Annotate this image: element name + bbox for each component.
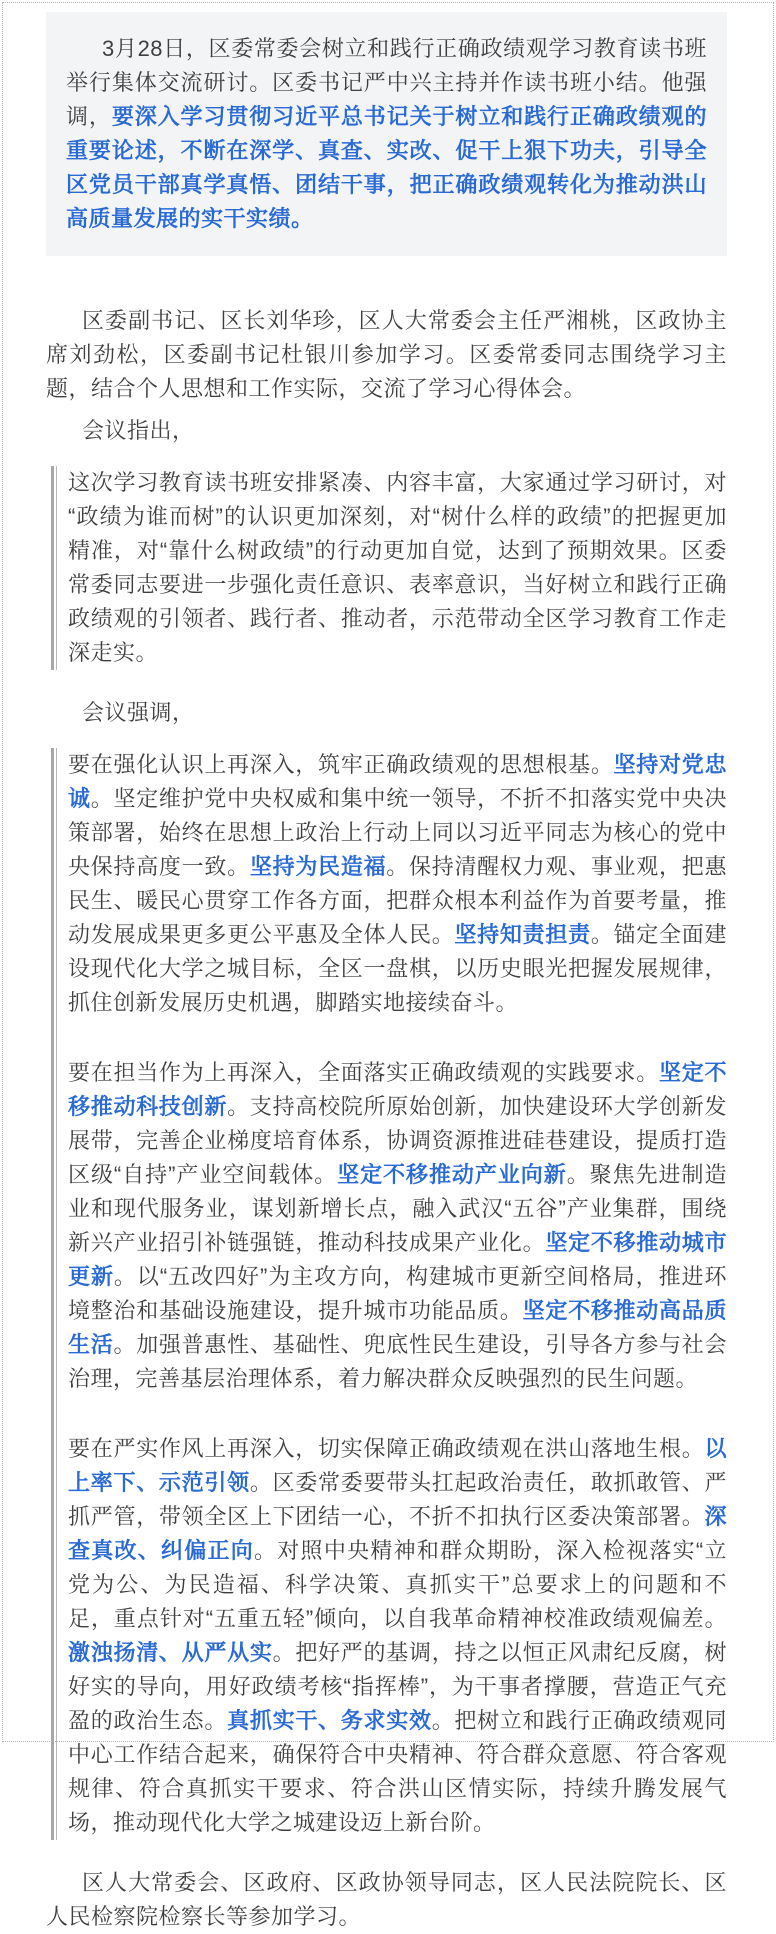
paragraph	[46, 696, 727, 730]
text-run: 。把树立和践行正确政绩观同中心工作结合起来，确保符合中央精神、符合群众意愿、符合客观规律、符合真抓实干要求、符合洪山区情实际，持续升腾发展气场，推动现代化大学之城建设迈上新台阶。	[68, 1708, 727, 1835]
highlighted-text-run: 深查真改、纠偏正向	[68, 1504, 727, 1563]
highlighted-text-run: 坚定不移推动高品质生活	[68, 1298, 727, 1357]
text-run: 3月28日，区委常委会树立和践行正确政绩观学习教育读书班举行集体交流研讨。区委书记严中兴主持并作读书班小结。他强调，	[66, 36, 707, 129]
text-run: 。区委常委要带头扛起政治责任，敢抓敢管、严抓严管，带领全区上下团结一心，不折不扣执行区委决策部署。	[68, 1470, 727, 1529]
text-run: 。把好严的基调，持之以恒正风肃纪反腐，树好实的导向，用好政绩考核“指挥棒”，为干事者撑腰，营造正气充盈的政治生态。	[68, 1640, 727, 1733]
text-run: 会议强调，	[82, 700, 195, 725]
text-run: 。对照中央精神和群众期盼，深入检视落实“立党为公、为民造福、科学决策、真抓实干”总要求上的问题和不足，重点针对“五重五轻”倾向，以自我革命精神校准政绩观偏差。	[68, 1538, 727, 1631]
intro-paragraph	[66, 32, 707, 236]
highlighted-text-run: 坚持对党忠诚	[68, 752, 727, 811]
text-run: 。坚定维护党中央权威和集中统一领导，不折不扣落实党中央决策部署，始终在思想上政治上行动上同以习近平同志为核心的党中央保持高度一致。	[68, 786, 727, 879]
text-run: 。支持高校院所原始创新，加快建设环大学创新发展带，完善企业梯度培育体系，协调资源推进硅巷建设，提质打造区级“自持”产业空间载体。	[68, 1094, 727, 1187]
quote-paragraph	[68, 1056, 727, 1396]
quote-block	[51, 466, 727, 670]
text-run: 要在担当作为上再深入，全面落实正确政绩观的实践要求。	[68, 1060, 660, 1085]
intro-summary-box	[46, 12, 727, 256]
text-run: 区委副书记、区长刘华珍，区人大常委会主任严湘桃，区政协主席刘劲松，区委副书记杜银川参加学习。区委常委同志围绕学习主题，结合个人思想和工作实际，交流了学习心得体会。	[46, 308, 727, 401]
quote-block-inner	[56, 466, 727, 670]
paragraph	[46, 414, 727, 448]
text-run: 。加强普惠性、基础性、兜底性民生建设，引导各方参与社会治理，完善基层治理体系，着力解决群众反映强烈的民生问题。	[68, 1332, 727, 1391]
quote-paragraph	[68, 1432, 727, 1840]
text-run: 这次学习教育读书班安排紧凑、内容丰富，大家通过学习研讨，对“政绩为谁而树”的认识更加深刻，对“树什么样的政绩”的把握更加精准，对“靠什么树政绩”的行动更加自觉，达到了预期效果。区委常委同志要进一步强化责任意识、表率意识，当好树立和践行正确政绩观的引领者、践行者、推动者，示范带动全区学习教育工作走深走实。	[68, 470, 727, 665]
quote-paragraph	[68, 466, 727, 670]
paragraph	[46, 304, 727, 406]
quote-block	[51, 748, 727, 1840]
text-run: 要在严实作风上再深入，切实保障正确政绩观在洪山落地生根。	[68, 1436, 705, 1461]
text-run: 要在强化认识上再深入，筑牢正确政绩观的思想根基。	[68, 752, 614, 777]
text-run: 。保持清醒权力观、事业观，把惠民生、暖民心贯穿工作各方面，把群众根本利益作为首要考量，推动发展成果更多更公平惠及全体人民。	[68, 854, 727, 947]
text-run: 区人大常委会、区政府、区政协领导同志，区人民法院院长、区人民检察院检察长等参加学习。	[46, 1870, 727, 1929]
highlighted-text-run: 要深入学习贯彻习近平总书记关于树立和践行正确政绩观的重要论述，不断在深学、真查、实改、促干上狠下功夫，引导全区党员干部真学真悟、团结干事，把正确政绩观转化为推动洪山高质量发展的实干实绩。	[66, 104, 707, 231]
text-run: 会议指出，	[82, 418, 195, 443]
quote-block-inner	[56, 748, 727, 1840]
highlighted-text-run: 坚定不移推动产业向新	[337, 1162, 567, 1187]
text-run: 。以“五改四好”为主攻方向，构建城市更新空间格局，推进环境整治和基础设施建设，提升城市功能品质。	[68, 1264, 727, 1323]
text-run: 。聚焦先进制造业和现代服务业，谋划新增长点，融入武汉“五谷”产业集群，围绕新兴产业招引补链强链，推动科技成果产业化。	[68, 1162, 727, 1255]
highlighted-text-run: 坚定不移推动城市更新	[68, 1230, 727, 1289]
quote-paragraph	[68, 748, 727, 1020]
highlighted-text-run: 坚持为民造福	[249, 854, 387, 879]
text-run: 。锚定全面建设现代化大学之城目标，全区一盘棋，以历史眼光把握发展规律，抓住创新发展历史机遇，脚踏实地接续奋斗。	[68, 922, 727, 1015]
highlighted-text-run: 真抓实干、务求实效	[227, 1708, 432, 1733]
paragraph	[46, 1866, 727, 1934]
highlighted-text-run: 坚持知责担责	[454, 922, 591, 947]
highlighted-text-run: 坚定不移推动科技创新	[68, 1060, 727, 1119]
highlighted-text-run: 以上率下、示范引领	[68, 1436, 727, 1495]
highlighted-text-run: 激浊扬清、从严从实	[68, 1640, 273, 1665]
